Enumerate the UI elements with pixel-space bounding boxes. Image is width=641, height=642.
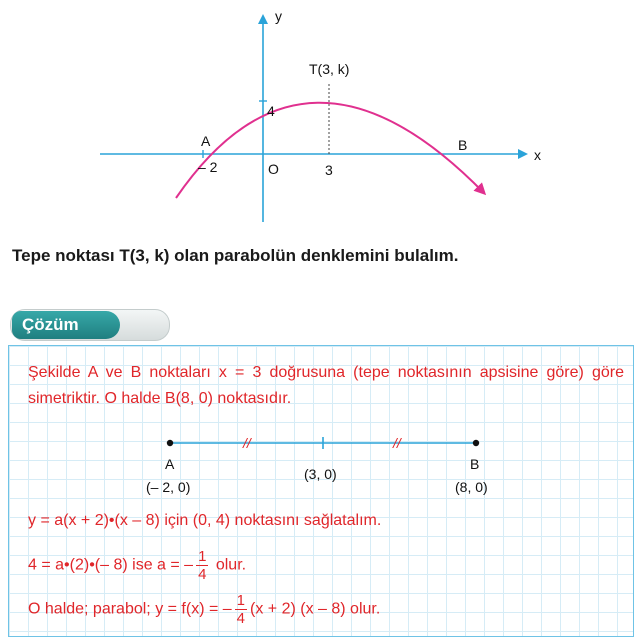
origin-label: O bbox=[268, 161, 279, 177]
equation-line-2 bbox=[28, 548, 246, 583]
segment-point-b-coords: (8, 0) bbox=[455, 479, 488, 495]
y-intercept-label: 4 bbox=[267, 103, 275, 119]
y-axis-label: y bbox=[275, 8, 282, 24]
point-b-label: B bbox=[458, 137, 468, 153]
parabola-curve bbox=[176, 103, 484, 198]
eq2-numerator: 1 bbox=[198, 548, 207, 565]
tick-mark-left: // bbox=[243, 435, 251, 451]
tick-label-neg2: – 2 bbox=[198, 159, 218, 175]
segment-point-a-name: A bbox=[165, 456, 175, 472]
parabola-graph bbox=[0, 0, 641, 240]
eq3-numerator: 1 bbox=[236, 592, 246, 609]
eq2-suffix: olur. bbox=[211, 556, 247, 574]
eq2-denominator: 4 bbox=[198, 566, 207, 583]
point-a-label: A bbox=[201, 133, 211, 149]
equation-line-3 bbox=[28, 592, 380, 627]
segment-midpoint-coords: (3, 0) bbox=[304, 466, 337, 482]
solution-paragraph: Şekilde A ve B noktaları x = 3 doğrusuna (tepe noktasının apsisine göre) göre simetriktir. O halde B(8, 0) noktasıdır. bbox=[28, 364, 624, 407]
solution-badge: Çözüm bbox=[12, 311, 120, 339]
eq2-prefix: 4 = a•(2)•(– 8) ise a = – bbox=[28, 556, 194, 574]
eq3-prefix: O halde; parabol; y = f(x) = – bbox=[28, 600, 232, 618]
eq3-fraction bbox=[235, 592, 247, 627]
vertex-label: T(3, k) bbox=[309, 61, 350, 77]
equation-line-1: y = a(x + 2)•(x – 8) için (0, 4) noktasını sağlatalım. bbox=[28, 512, 382, 529]
segment-point-b-name: B bbox=[470, 456, 480, 472]
tick-label-3: 3 bbox=[325, 162, 333, 178]
problem-statement: Tepe noktası T(3, k) olan parabolün denklemini bulalım. bbox=[12, 246, 459, 265]
eq2-fraction bbox=[196, 548, 208, 583]
eq3-suffix: (x + 2) (x – 8) olur. bbox=[250, 600, 381, 618]
tick-mark-right: // bbox=[393, 435, 401, 451]
x-axis-label: x bbox=[534, 147, 541, 163]
eq3-denominator: 4 bbox=[236, 610, 246, 627]
segment-point-a-coords: (– 2, 0) bbox=[146, 479, 191, 495]
